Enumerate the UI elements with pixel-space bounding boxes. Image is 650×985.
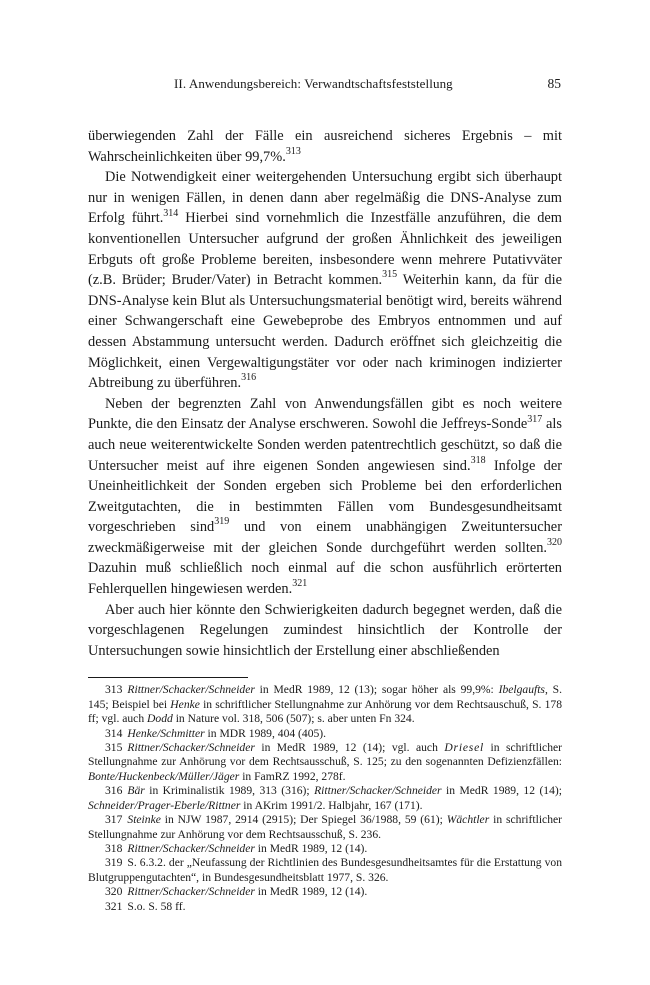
body-text (88, 126, 562, 661)
body-paragraph (88, 394, 562, 600)
body-paragraph (88, 167, 562, 394)
footnote (88, 842, 562, 856)
body-paragraph (88, 126, 562, 167)
footnote-text: S.o. S. 58 ff. (127, 899, 186, 913)
footnote (88, 741, 562, 784)
footnote-number: 320 (105, 885, 123, 899)
footnote-text: in MDR 1989, 404 (405). (204, 726, 327, 740)
footnote-author: Rittner/Schacker/Schneider (127, 741, 255, 755)
footnote-author: Steinke (127, 813, 161, 827)
footnote-author: Rittner/Schacker/Schneider (127, 683, 255, 697)
footnote-author: Rittner/Schacker/Schneider (127, 841, 255, 855)
footnote (88, 900, 562, 914)
footnote (88, 813, 562, 842)
footnote-author: Rittner/Schacker/Schneider (314, 784, 442, 798)
footnote-text: in schriftlicher Stellungnahme zur Anhörung vor dem Rechtsauschuß, S. 178 ff; vgl. auch (88, 697, 562, 726)
body-text-run: Hierbei sind vornehmlich die Inzestfälle anzuführen, die dem konventionellen Untersucher aufgrund der großen Ähnlichkeit des jeweiligen Erbguts oft große Probleme bereiten, insbesondere wenn mehrere Putativväter (z.B. Brüder; Bruder/Vater) in Betracht kommen. (88, 210, 562, 289)
footnote-text: in FamRZ 1992, 278f. (239, 769, 346, 783)
body-text-run: und von einem unabhängigen Zweituntersucher zweckmäßigerweise mit der gleichen Sonde durchgeführt werden sollten. (88, 519, 562, 556)
footnote-marker: 318 (470, 454, 486, 466)
page-number: 85 (547, 76, 561, 91)
footnote-author: Henke (170, 697, 200, 711)
footnote-author: Dodd (147, 712, 173, 726)
body-text-run: Aber auch hier könnte den Schwierigkeiten dadurch begegnet werden, daß die vorgeschlagenen Regelungen zumindest hinsichtlich der Kontrolle der Untersuchungen sowie hinsichtlich der Erstellung einer abschließenden (88, 601, 562, 659)
footnote-text: in AKrim 1991/2. Halbjahr, 167 (171). (240, 798, 423, 812)
footnote-text: S. 6.3.2. der „Neufassung der Richtlinien des Bundesgesundheitsamtes für die Erstattung von Blutgruppengutachten“, in Bundesgesundheitsblatt 1977, S. 326. (88, 856, 562, 884)
footnote-author: Bär (127, 784, 145, 798)
footnote-number: 314 (105, 726, 123, 740)
footnote-number: 319 (105, 856, 123, 870)
footnote-author: Bonte/Huckenbeck/Müller/Jäger (88, 769, 240, 783)
footnotes (88, 683, 562, 914)
footnote-author: Henke/Schmitter (127, 726, 205, 740)
body-text-run: Die Notwendigkeit einer weitergehenden Untersuchung ergibt sich überhaupt nur in wenigen Fällen, in denen dann aber regelmäßig die DNS-Analyse zum Erfolg führt. (88, 169, 562, 227)
footnote-text: in MedR 1989, 12 (13); sogar höher als 99,9%: (254, 683, 499, 697)
footnote-number: 315 (105, 741, 123, 755)
footnote-text: in schriftlicher Stellungnahme zur Anhörung vor dem Rechtsausschuß, S. 125; zu den sogenannten Defizienzfällen: (88, 741, 562, 769)
footnote-author: Ibelgaufts (498, 683, 545, 697)
footnote-marker: 314 (163, 207, 179, 219)
body-text-run: Infolge der Uneinheitlichkeit der Sonden ergeben sich Probleme bei den erforderlichen Zweitgutachten, die in bestimmten Fällen vom Bundesgesundheitsamt vorgeschrieben sind (88, 457, 562, 536)
body-text-run: Neben der begrenzten Zahl von Anwendungsfällen gibt es noch weitere Punkte, die den Einsatz der Analyse erschweren. Sowohl die Jeffreys-Sonde (88, 395, 562, 433)
footnote-author: Wächtler (446, 813, 490, 827)
footnote-marker: 315 (382, 269, 398, 281)
footnote-number: 317 (105, 813, 123, 827)
body-text-run: als auch neue weiterentwickelte Sonden werden patentrechtlich geschützt, so daß die Untersucher meist auf ihre eigenen Sonden angewiesen sind. (88, 416, 562, 474)
footnote-text: in schriftlicher Stellungnahme zur Anhörung vor dem Rechtsausschuß, S. 236. (88, 813, 562, 841)
page (88, 76, 562, 914)
footnote-author: Schneider/Prager-Eberle/Rittner (88, 798, 241, 812)
footnote-author: Rittner/Schacker/Schneider (127, 885, 255, 899)
footnote-marker: 313 (285, 145, 301, 157)
body-text-run: überwiegenden Zahl der Fälle ein ausreichend sicheres Ergebnis – mit Wahrscheinlichkeiten über 99,7%. (88, 128, 562, 165)
footnote-text: in NJW 1987, 2914 (2915); Der Spiegel 36/1988, 59 (61); (160, 813, 447, 827)
footnote-text: in MedR 1989, 12 (14). (254, 885, 368, 899)
footnote-marker: 319 (214, 516, 230, 528)
footnote-number: 316 (105, 784, 123, 798)
footnote (88, 885, 562, 899)
body-text-run: Dazuhin muß schließlich noch einmal auf die schon ausführlich erörterten Fehlerquellen hingewiesen werden. (88, 560, 562, 598)
body-paragraph (88, 600, 562, 662)
running-header (88, 76, 562, 98)
footnote-text: in MedR 1989, 12 (14); vgl. auch (254, 741, 445, 755)
footnote (88, 784, 562, 813)
footnote-separator (88, 677, 248, 678)
footnote-text: in Kriminalistik 1989, 313 (316); (144, 784, 315, 798)
footnote (88, 683, 562, 726)
running-title: II. Anwendungsbereich: Verwandtschaftsfeststellung (174, 76, 453, 91)
footnote-number: 321 (105, 899, 123, 913)
footnote-text: in MedR 1989, 12 (14); (441, 784, 562, 798)
footnote-number: 318 (105, 841, 123, 855)
footnote-text: in Nature vol. 318, 506 (507); s. aber unten Fn 324. (172, 712, 415, 726)
footnote-marker: 316 (241, 372, 257, 384)
footnote-marker: 320 (547, 537, 562, 549)
footnote-author-spaced: Driesel (444, 741, 485, 755)
body-text-run: Weiterhin kann, da für die DNS-Analyse kein Blut als Untersuchungsmaterial benötigt wird, bereits während einer Schwangerschaft eine Gewebeprobe des Embryos entnommen und auf dessen Abstammung untersucht werden. Dadurch eröffnet sich gleichzeitig die Möglichkeit, einen Vergewaltigungstäter vor oder nach kriminogen indizierter Abtreibung zu überführen. (88, 272, 562, 392)
footnote-number: 313 (105, 683, 123, 697)
footnote (88, 856, 562, 885)
footnote-text: , S. 145; Beispiel bei (88, 683, 562, 711)
footnote-marker: 321 (292, 578, 308, 590)
footnote-text: in MedR 1989, 12 (14). (254, 841, 368, 855)
footnote-marker: 317 (527, 413, 543, 425)
footnote (88, 727, 562, 741)
